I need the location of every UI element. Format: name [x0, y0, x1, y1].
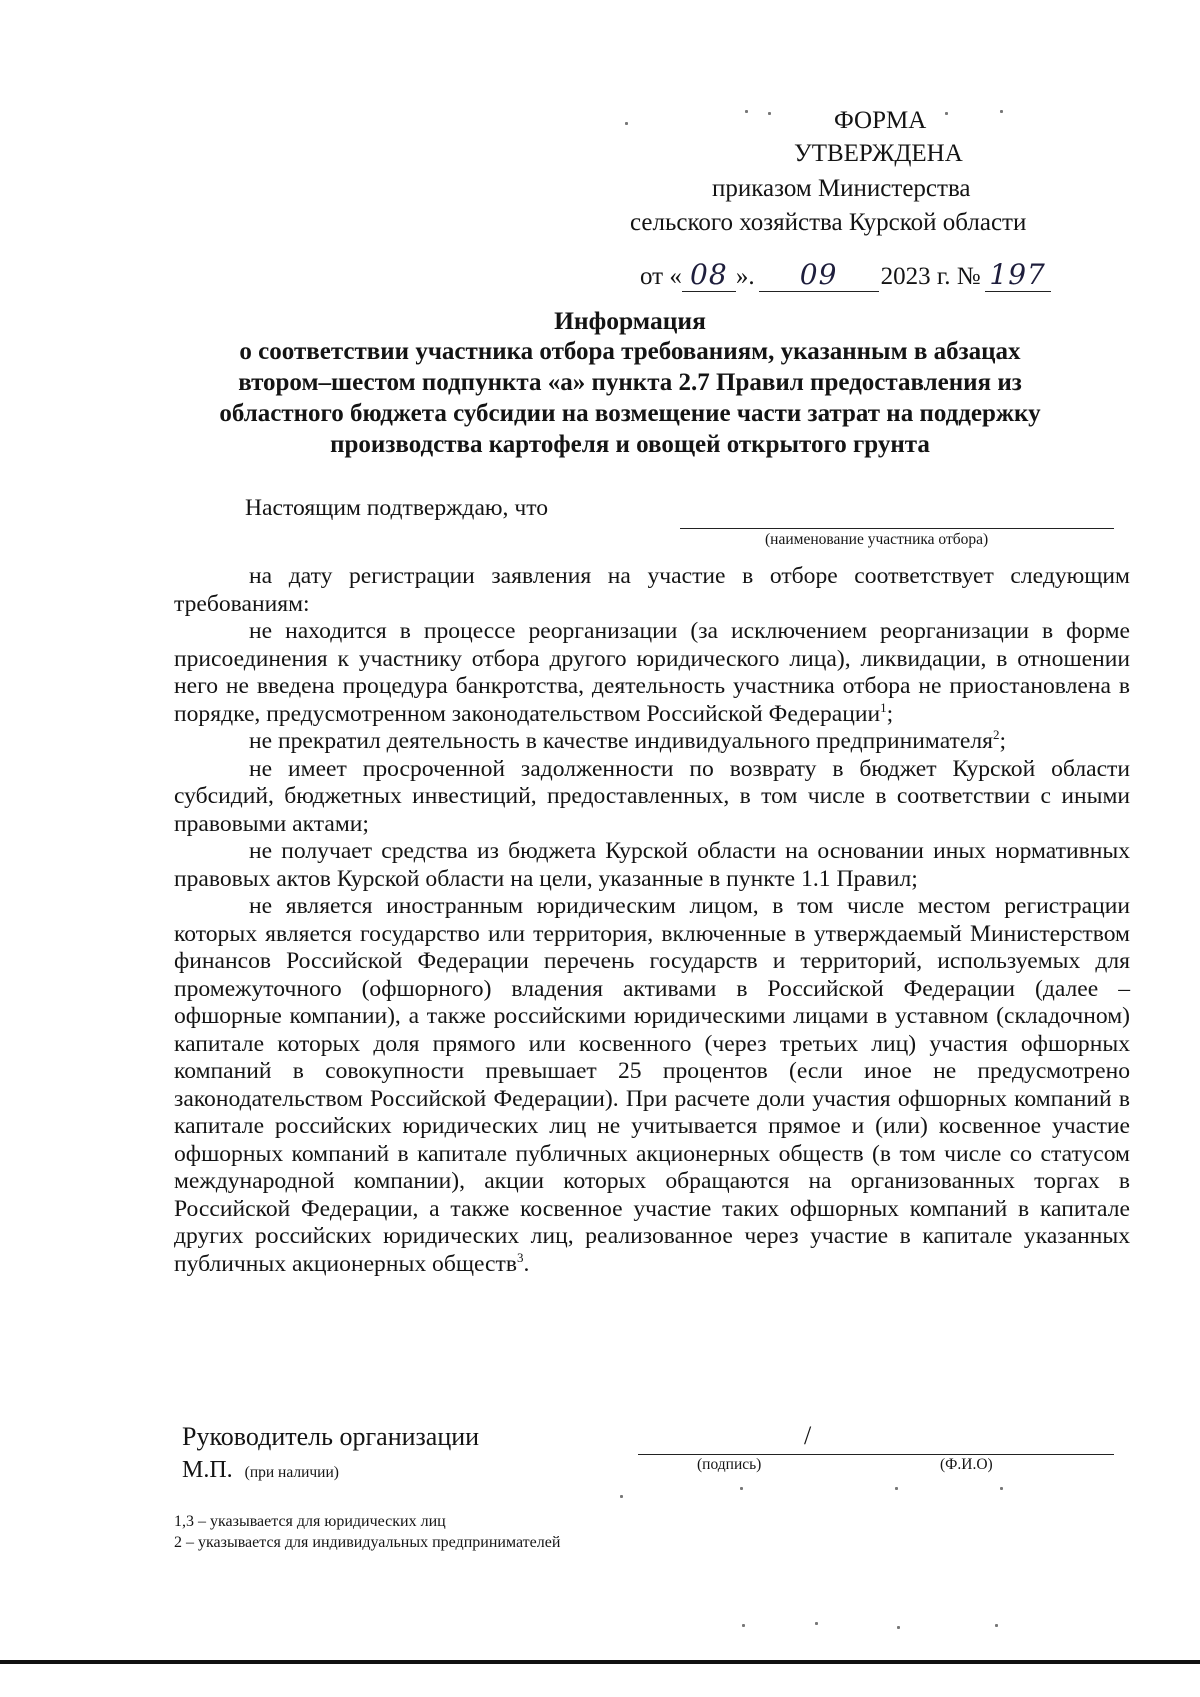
scan-speck: [768, 112, 771, 115]
participant-name-line: [680, 528, 1114, 529]
requirement-other-funds: не получает средства из бюджета Курской области на основании иных нормативных правовых актов Курской области на цели, указанные в пункте 1.1 Правил;: [174, 838, 1130, 892]
scan-speck: [742, 1624, 745, 1627]
requirement-reorganization-end: ;: [886, 700, 894, 727]
scan-speck: [897, 1626, 900, 1629]
footnote-ref-3: 3: [516, 1249, 524, 1265]
signature-separator: /: [804, 1421, 812, 1450]
seal-label: [182, 1457, 339, 1484]
requirement-offshore-end: .: [523, 1250, 530, 1277]
scan-speck: [995, 1624, 998, 1627]
order-month-handwritten: 09: [759, 258, 879, 292]
scan-speck: [740, 1487, 743, 1490]
requirements-intro: на дату регистрации заявления на участие в отборе соответствует следующим требованиям:: [174, 563, 1130, 617]
scan-speck: [625, 122, 628, 125]
requirement-entrepreneur-end: ;: [999, 728, 1007, 754]
order-date-prefix: от «: [640, 263, 682, 290]
approval-form-label: ФОРМА: [834, 107, 927, 134]
title-line-4: производства картофеля и овощей открытого грунта: [330, 431, 930, 458]
approval-approved-label: УТВЕРЖДЕНА: [794, 140, 963, 167]
scan-speck: [895, 1487, 898, 1490]
order-year-text: 2023 г. №: [880, 263, 981, 290]
requirements-body: [174, 563, 1130, 1278]
footnote-entrepreneurs: 2 – указывается для индивидуальных предпринимателей: [174, 1534, 561, 1551]
requirement-reorganization: [174, 618, 1130, 728]
scan-speck: [815, 1622, 818, 1625]
scan-speck: [745, 110, 748, 113]
scan-speck: [945, 112, 948, 115]
requirement-offshore-text: не является иностранным юридическим лицом, в том числе местом регистрации которых является государство или территория, включенные в утверждаемый Министерством финансов Российской Федерации перечень государств и территорий, используемых для промежуточного (офшорного) владения активами в Российской Федерации (далее – офшорные компании), а также российскими юридическими лицами в уставном (складочном) капитале которых доля прямого или косвенного (через третьих лиц) участия офшорных компаний в совокупности превышает 25 процентов (если иное не предусмотрено законодательством Российской Федерации). При расчете доли участия офшорных компаний в капитале российских юридических лиц не учитывается прямое и (или) косвенное участие офшорных компаний в капитале публичных акционерных обществ (в том числе со статусом международной компании), акции которых обращаются на организованных торгах в Российской Федерации, а также косвенное участие таких офшорных компаний в капитале других российских юридических лиц, реализованное через участие в капитале указанных публичных акционерных обществ: [174, 893, 1130, 1277]
footnote-legal-entities: 1,3 – указывается для юридических лиц: [174, 1513, 446, 1530]
participant-name-caption: (наименование участника отбора): [765, 531, 989, 548]
title-line-3: областного бюджета субсидии на возмещение части затрат на поддержку: [219, 400, 1041, 427]
scan-bottom-border: [0, 1660, 1200, 1664]
signature-line: [638, 1454, 1114, 1455]
title-heading: Информация: [554, 306, 706, 335]
order-number-handwritten: 197: [985, 258, 1051, 292]
approval-order-line: приказом Министерства: [712, 175, 971, 202]
scan-speck: [1000, 1487, 1003, 1490]
requirement-offshore: [174, 893, 1130, 1278]
seal-note: (при наличии): [244, 1464, 339, 1481]
requirement-debt: не имеет просроченной задолженности по возврату в бюджет Курской области субсидий, бюджетных инвестиций, предоставленных, в том числе в соответствии с иными правовыми актами;: [174, 755, 1130, 837]
scan-speck: [1000, 110, 1003, 113]
title-line-2: втором–шестом подпункта «а» пункта 2.7 Правил предоставления из: [238, 369, 1022, 396]
footnote-ref-1: 1: [880, 699, 887, 715]
fio-caption: (Ф.И.О): [940, 1456, 993, 1473]
order-date-mid: ».: [735, 263, 755, 290]
requirement-reorganization-text: не находится в процессе реорганизации (за исключением реорганизации в форме присоединения к участнику отбора другого юридического лица), ликвидации, в отношении него не введена процедура банкротства, деятельность участника отбора не приостановлена в порядке, предусмотренном законодательством Российской Федерации: [174, 618, 1130, 727]
approval-ministry-line: сельского хозяйства Курской области: [630, 209, 1027, 236]
scan-speck: [620, 1495, 623, 1498]
order-day-handwritten: 08: [682, 258, 736, 292]
order-date-line: [640, 258, 1051, 292]
footnote-ref-2: 2: [992, 727, 1000, 743]
seal-mp: М.П.: [182, 1457, 233, 1483]
requirement-entrepreneur: [174, 728, 1130, 756]
document-title: [150, 305, 1110, 460]
signature-caption: (подпись): [697, 1456, 762, 1473]
confirm-text: Настоящим подтверждаю, что: [245, 495, 548, 521]
title-line-1: о соответствии участника отбора требованиям, указанным в абзацах: [239, 338, 1021, 365]
signature-head-label: Руководитель организации: [182, 1422, 480, 1451]
requirement-entrepreneur-text: не прекратил деятельность в качестве индивидуального предпринимателя: [249, 728, 993, 754]
